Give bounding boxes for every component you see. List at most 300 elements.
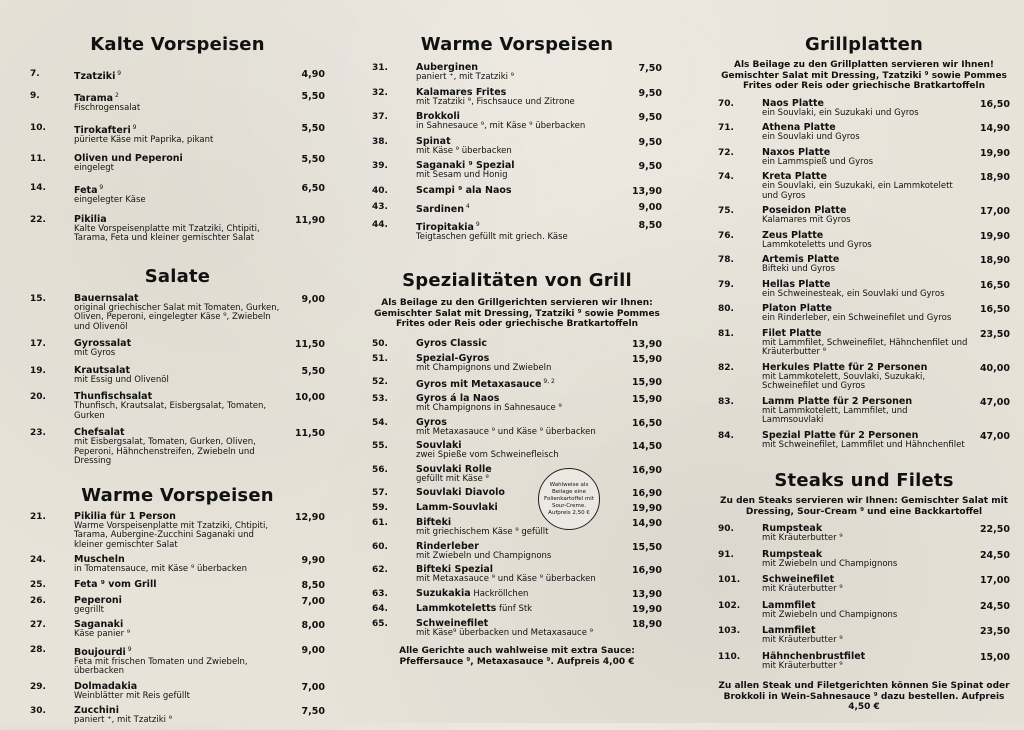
menu-list-steaks bbox=[718, 523, 1010, 671]
item-description: mit Käse ⁹ überbacken bbox=[416, 145, 512, 156]
menu-item bbox=[718, 396, 1010, 426]
menu-item bbox=[718, 230, 1010, 251]
item-number: 53. bbox=[372, 394, 388, 405]
item-number: 60. bbox=[372, 541, 388, 552]
item-name-text: Schweinefilet bbox=[762, 574, 835, 585]
menu-item bbox=[30, 579, 325, 591]
item-body bbox=[416, 185, 622, 196]
item-number: 50. bbox=[372, 338, 388, 349]
menu-item bbox=[30, 365, 325, 386]
item-price: 22,50 bbox=[979, 524, 1010, 535]
item-description: original griechischer Salat mit Tomaten, Gurken, Oliven, Peperoni, eingelegter Käse ⁹, Zwiebeln und Olivenöl bbox=[74, 302, 280, 332]
item-description: Kalamares mit Gyros bbox=[762, 215, 851, 225]
item-description: pürierte Käse mit Paprika, pikant bbox=[74, 134, 214, 145]
item-body bbox=[762, 574, 970, 595]
item-number: 17. bbox=[30, 339, 46, 350]
item-name bbox=[762, 147, 970, 158]
menu-item bbox=[718, 254, 1010, 275]
item-name-text: Kalamares Frites bbox=[416, 86, 507, 98]
item-price: 15,90 bbox=[631, 353, 662, 365]
item-number: 37. bbox=[372, 112, 388, 122]
item-name bbox=[74, 644, 285, 658]
item-name bbox=[416, 588, 622, 600]
item-allergen-note: 9 bbox=[130, 123, 137, 131]
item-price: 7,00 bbox=[301, 681, 325, 693]
item-description: ein Rinderleber, ein Schweinefilet und Gyros bbox=[762, 313, 952, 323]
item-body bbox=[74, 122, 285, 146]
item-body bbox=[416, 541, 622, 562]
item-description: ein Souvlaki, ein Suzukaki und Gyros bbox=[762, 107, 919, 118]
item-price: 8,00 bbox=[301, 620, 325, 632]
item-body bbox=[416, 136, 622, 157]
menu-item bbox=[718, 574, 1010, 595]
item-name bbox=[762, 600, 970, 611]
item-name-text: Feta ⁹ vom Grill bbox=[74, 578, 157, 590]
item-name bbox=[762, 328, 970, 339]
item-number: 91. bbox=[718, 549, 734, 560]
item-number: 56. bbox=[372, 464, 388, 475]
item-number: 55. bbox=[372, 441, 388, 452]
item-body bbox=[74, 338, 285, 359]
item-description: in Sahnesauce ⁹, mit Käse ⁹ überbacken bbox=[416, 121, 586, 131]
item-description: ein Souvlaki, ein Suzukaki, ein Lammkotelett und Gyros bbox=[762, 181, 953, 201]
item-name bbox=[416, 338, 622, 349]
section-title-warme-vorspeisen: Warme Vorspeisen bbox=[81, 484, 274, 506]
item-number: 19. bbox=[30, 365, 46, 376]
section-title-steaks-filets: Steaks und Filets bbox=[774, 470, 954, 491]
item-number: 82. bbox=[718, 362, 734, 373]
item-body bbox=[762, 98, 970, 119]
item-price: 9,00 bbox=[638, 201, 662, 213]
item-price: 7,00 bbox=[301, 595, 325, 607]
item-price: 19,90 bbox=[979, 230, 1010, 242]
item-price: 15,90 bbox=[631, 377, 662, 389]
item-description: Käse panier ⁹ bbox=[74, 629, 131, 640]
item-name-text: Dolmadakia bbox=[74, 680, 138, 692]
menu-item bbox=[718, 147, 1010, 168]
item-number: 76. bbox=[718, 230, 734, 241]
item-name-text: Athena Platte bbox=[762, 122, 836, 133]
item-number: 7. bbox=[30, 69, 40, 79]
menu-item bbox=[372, 111, 662, 132]
item-name bbox=[762, 396, 970, 407]
item-name-text: Scampi ⁹ ala Naos bbox=[416, 184, 512, 196]
item-description: mit Essig und Olivenöl bbox=[74, 374, 169, 385]
item-number: 83. bbox=[718, 396, 734, 407]
item-name-text: Tiropitakia bbox=[416, 221, 474, 233]
menu-item bbox=[372, 618, 662, 639]
item-price: 17,00 bbox=[979, 575, 1010, 586]
menu-item bbox=[372, 417, 662, 438]
folienkartoffel-badge bbox=[538, 468, 600, 530]
item-number: 103. bbox=[718, 626, 741, 636]
item-price: 9,50 bbox=[638, 161, 662, 172]
item-description: gegrillt bbox=[74, 604, 104, 615]
item-body bbox=[416, 618, 622, 639]
item-number: 61. bbox=[372, 518, 388, 529]
item-price: 47,00 bbox=[979, 430, 1010, 442]
menu-item bbox=[372, 185, 662, 197]
menu-item bbox=[718, 279, 1010, 300]
item-name-text: Schweinefilet bbox=[416, 617, 489, 629]
item-description: mit Kräuterbutter ⁹ bbox=[762, 584, 843, 594]
item-name bbox=[762, 230, 970, 241]
item-allergen-note: 9, 2 bbox=[541, 378, 555, 386]
item-price: 5,50 bbox=[301, 365, 325, 377]
menu-list-warme-vorspeisen-2 bbox=[372, 62, 662, 242]
item-number: 70. bbox=[718, 98, 734, 109]
item-price: 9,00 bbox=[301, 644, 325, 656]
item-description: mit Zwiebeln und Champignons bbox=[762, 558, 898, 569]
item-body bbox=[416, 588, 622, 600]
menu-item bbox=[718, 523, 1010, 544]
section-title-warme-vorspeisen-2: Warme Vorspeisen bbox=[420, 34, 614, 55]
item-number: 39. bbox=[372, 161, 388, 171]
item-number: 102. bbox=[718, 600, 741, 611]
item-name-text: Lamm Platte für 2 Personen bbox=[762, 395, 913, 407]
item-number: 31. bbox=[372, 63, 388, 73]
item-body bbox=[416, 62, 622, 83]
item-price: 15,00 bbox=[979, 651, 1010, 663]
item-description: paniert ⁺, mit Tzatziki ⁹ bbox=[416, 72, 515, 82]
menu-item bbox=[718, 205, 1010, 226]
item-description: ein Souvlaki und Gyros bbox=[762, 132, 860, 142]
column-1 bbox=[30, 0, 325, 730]
section-title-kalte-vorspeisen: Kalte Vorspeisen bbox=[90, 34, 265, 55]
menu-item bbox=[372, 353, 662, 374]
menu-item bbox=[718, 625, 1010, 646]
item-name-text: Rumpsteak bbox=[762, 548, 823, 560]
item-number: 25. bbox=[30, 579, 46, 590]
item-body bbox=[416, 353, 622, 374]
item-body bbox=[416, 417, 622, 438]
section-title-spezialitaeten-grill: Spezialitäten von Grill bbox=[402, 270, 632, 292]
item-name-text: Spinat bbox=[416, 135, 451, 147]
item-price: 19,90 bbox=[979, 147, 1010, 159]
item-number: 43. bbox=[372, 201, 388, 212]
item-body bbox=[416, 376, 622, 390]
grill-footer-note: Alle Gerichte auch wahlweise mit extra Sauce: Pfeffersauce ⁹, Metaxasauce ⁹. Aufpreis 4,00 € bbox=[399, 646, 635, 667]
menu-item bbox=[372, 603, 662, 615]
item-price: 9,50 bbox=[638, 136, 662, 148]
menu-list-warme-vorspeisen bbox=[30, 511, 325, 726]
item-name-text: Lamm-Souvlaki bbox=[416, 502, 498, 514]
menu-item bbox=[30, 338, 325, 359]
item-name-text: Saganaki bbox=[74, 619, 124, 631]
item-price: 14,90 bbox=[979, 123, 1010, 134]
item-name bbox=[416, 201, 622, 215]
item-name-text: Rinderleber bbox=[416, 540, 479, 552]
item-description: mit Schweinefilet, Lammfilet und Hähnchenfilet bbox=[762, 439, 965, 450]
item-name-text: Auberginen bbox=[416, 62, 479, 73]
item-number: 38. bbox=[372, 136, 388, 147]
item-number: 23. bbox=[30, 428, 46, 439]
item-price: 13,90 bbox=[631, 338, 662, 350]
item-price: 11,90 bbox=[294, 214, 325, 226]
item-allergen-note: 9 bbox=[115, 70, 122, 77]
item-name bbox=[416, 376, 622, 390]
item-price: 18,90 bbox=[979, 255, 1010, 266]
item-description: mit Lammfilet, Schweinefilet, Hähnchenfilet und Kräuterbutter ⁹ bbox=[762, 337, 968, 357]
menu-item bbox=[372, 588, 662, 600]
item-price: 8,50 bbox=[301, 579, 325, 591]
item-price: 16,50 bbox=[979, 279, 1010, 291]
item-number: 74. bbox=[718, 172, 734, 182]
menu-item bbox=[372, 87, 662, 108]
item-name-text: Pikilia bbox=[74, 213, 107, 225]
item-body bbox=[762, 523, 970, 544]
item-description: mit Kräuterbutter ⁹ bbox=[762, 660, 843, 671]
item-description: ein Lammspieß und Gyros bbox=[762, 156, 874, 167]
item-description: mit Zwiebeln und Champignons bbox=[416, 550, 552, 561]
item-name-text: Feta bbox=[74, 185, 98, 197]
item-name-text: Spezial Platte für 2 Personen bbox=[762, 429, 919, 441]
item-number: 54. bbox=[372, 417, 388, 428]
item-name bbox=[762, 430, 970, 441]
item-description: mit Gyros bbox=[74, 348, 116, 359]
item-description: Hackröllchen bbox=[470, 588, 529, 599]
menu-item bbox=[372, 136, 662, 157]
item-name bbox=[74, 214, 285, 225]
menu-list-grill bbox=[372, 338, 662, 639]
item-body bbox=[762, 279, 970, 300]
item-price: 14,50 bbox=[631, 441, 662, 453]
item-name-text: Thunfischsalat bbox=[74, 391, 153, 403]
item-price: 8,50 bbox=[638, 219, 662, 231]
item-description: mit Champignons und Zwiebeln bbox=[416, 362, 552, 373]
menu-item bbox=[30, 511, 325, 551]
menu-item bbox=[372, 440, 662, 461]
item-number: 24. bbox=[30, 555, 46, 566]
menu-item bbox=[372, 487, 662, 499]
item-number: 14. bbox=[30, 182, 46, 193]
item-price: 24,50 bbox=[979, 600, 1010, 612]
menu-item bbox=[30, 122, 325, 146]
item-name-text: Peperoni bbox=[74, 594, 122, 606]
item-body bbox=[74, 579, 285, 590]
item-description: mit Tzatziki ⁹, Fischsauce und Zitrone bbox=[416, 96, 575, 107]
item-description: eingelegter Käse bbox=[74, 195, 146, 206]
item-number: 80. bbox=[718, 304, 734, 314]
item-name-text: Zeus Platte bbox=[762, 229, 824, 241]
menu-item bbox=[372, 517, 662, 538]
item-description: eingelegt bbox=[74, 163, 114, 174]
item-description: mit Zwiebeln und Champignons bbox=[762, 609, 898, 620]
item-name-text: Sardinen bbox=[416, 203, 464, 215]
item-number: 72. bbox=[718, 147, 734, 158]
item-price: 16,50 bbox=[979, 304, 1010, 315]
item-name-text: Gyrossalat bbox=[74, 338, 132, 350]
item-description: Thunfisch, Krautsalat, Eisbergsalat, Tomaten, Gurken bbox=[74, 401, 267, 421]
item-name-text: Tarama bbox=[74, 93, 114, 105]
item-number: 9. bbox=[30, 91, 40, 102]
item-name-text: Gyros Classic bbox=[416, 337, 487, 349]
item-body bbox=[416, 111, 622, 132]
column-2 bbox=[372, 0, 662, 667]
item-price: 15,50 bbox=[631, 541, 662, 553]
steaks-intro-text: Zu den Steaks servieren wir Ihnen: Gemischter Salat mit Dressing, Sour-Cream ⁹ und eine Backkartoffel bbox=[720, 496, 1008, 517]
item-number: 21. bbox=[30, 511, 46, 522]
item-price: 18,90 bbox=[631, 618, 662, 630]
item-number: 59. bbox=[372, 503, 388, 514]
item-body bbox=[762, 396, 970, 426]
item-name bbox=[74, 511, 285, 522]
menu-item bbox=[718, 600, 1010, 621]
menu-item bbox=[30, 68, 325, 82]
item-body bbox=[762, 651, 970, 672]
item-price: 16,90 bbox=[631, 488, 662, 500]
menu-item bbox=[372, 564, 662, 585]
item-price: 5,50 bbox=[301, 154, 325, 166]
item-name-text: Hellas Platte bbox=[762, 278, 831, 290]
item-name-text: Hähnchenbrustfilet bbox=[762, 650, 866, 662]
item-number: 81. bbox=[718, 328, 734, 339]
item-price: 18,90 bbox=[979, 172, 1010, 183]
item-number: 44. bbox=[372, 219, 388, 230]
item-body bbox=[762, 625, 970, 646]
item-name bbox=[762, 98, 970, 109]
item-body bbox=[762, 362, 970, 392]
menu-item bbox=[30, 90, 325, 114]
menu-item bbox=[30, 153, 325, 174]
item-name-text: Poseidon Platte bbox=[762, 205, 847, 216]
item-allergen-note: 9 bbox=[125, 645, 132, 653]
menu-list-grillplatten bbox=[718, 98, 1010, 451]
item-body bbox=[762, 549, 970, 570]
item-body bbox=[762, 328, 970, 358]
item-price: 23,50 bbox=[979, 626, 1010, 637]
menu-item bbox=[718, 122, 1010, 143]
item-description: zwei Spieße vom Schweinefleisch bbox=[416, 450, 559, 461]
item-name-text: Saganaki ⁹ Spezial bbox=[416, 160, 515, 171]
item-price: 13,90 bbox=[631, 588, 662, 600]
menu-item bbox=[372, 376, 662, 390]
item-name-text: Spezial-Gyros bbox=[416, 352, 490, 364]
item-number: 11. bbox=[30, 154, 46, 165]
item-name bbox=[762, 362, 970, 373]
item-name bbox=[762, 549, 970, 560]
item-name bbox=[74, 90, 285, 104]
item-price: 19,90 bbox=[631, 603, 662, 615]
item-name-text: Bauernsalat bbox=[74, 292, 139, 304]
item-number: 51. bbox=[372, 353, 388, 364]
item-name-text: Souvlaki Diavolo bbox=[416, 487, 505, 499]
item-number: 27. bbox=[30, 620, 46, 631]
item-body bbox=[762, 230, 970, 251]
item-name-text: Muscheln bbox=[74, 554, 125, 566]
item-number: 65. bbox=[372, 618, 388, 629]
item-name-text: Brokkoli bbox=[416, 111, 460, 122]
item-number: 30. bbox=[30, 706, 46, 717]
item-price: 11,50 bbox=[294, 339, 325, 351]
item-number: 78. bbox=[718, 255, 734, 265]
item-body bbox=[74, 391, 285, 421]
menu-item bbox=[30, 681, 325, 702]
item-body bbox=[762, 122, 970, 143]
item-name bbox=[762, 651, 970, 662]
item-description: Kalte Vorspeisenplatte mit Tzatziki, Chtipiti, Tarama, Feta und kleiner gemischter Salat bbox=[74, 223, 260, 244]
item-description: mit Käse⁹ überbacken und Metaxasauce ⁹ bbox=[416, 627, 594, 638]
item-price: 5,50 bbox=[301, 122, 325, 134]
menu-item bbox=[718, 328, 1010, 358]
item-price: 23,50 bbox=[979, 328, 1010, 340]
item-name-text: Krautsalat bbox=[74, 364, 131, 376]
item-body bbox=[416, 564, 622, 585]
item-allergen-note: 9 bbox=[473, 220, 480, 228]
item-name-text: Lammfilet bbox=[762, 599, 816, 611]
menu-item bbox=[372, 338, 662, 350]
menu-item bbox=[30, 595, 325, 616]
item-body bbox=[762, 205, 970, 226]
item-number: 40. bbox=[372, 185, 388, 196]
item-number: 75. bbox=[718, 206, 734, 216]
item-body bbox=[762, 600, 970, 621]
item-name-text: Naxos Platte bbox=[762, 146, 831, 158]
grillplatten-intro-text: Als Beilage zu den Grillplatten servieren wir Ihnen! Gemischter Salat mit Dressing, Tzatziki ⁹ sowie Pommes Frites oder Reis oder griechische Bratkartoffeln bbox=[721, 60, 1007, 91]
menu-item bbox=[30, 554, 325, 575]
item-body bbox=[416, 219, 622, 243]
item-description: Fischrogensalat bbox=[74, 103, 141, 114]
item-price: 10,00 bbox=[294, 392, 325, 404]
item-body bbox=[416, 160, 622, 181]
item-body bbox=[416, 87, 622, 108]
item-number: 90. bbox=[718, 524, 734, 534]
menu-item bbox=[372, 502, 662, 514]
item-price: 7,50 bbox=[301, 706, 325, 718]
item-number: 57. bbox=[372, 488, 388, 499]
item-body bbox=[416, 393, 622, 414]
menu-item bbox=[30, 619, 325, 640]
item-name-text: Lammfilet bbox=[762, 625, 816, 636]
item-body bbox=[416, 440, 622, 461]
item-description: mit Kräuterbutter ⁹ bbox=[762, 635, 843, 645]
menu-item bbox=[372, 160, 662, 181]
menu-item bbox=[372, 201, 662, 215]
item-price: 11,50 bbox=[294, 428, 325, 440]
item-price: 6,50 bbox=[301, 182, 325, 194]
item-name-text: Filet Platte bbox=[762, 327, 822, 339]
menu-item bbox=[718, 303, 1010, 324]
item-price: 14,90 bbox=[631, 518, 662, 530]
item-number: 29. bbox=[30, 681, 46, 692]
item-price: 9,90 bbox=[301, 555, 325, 567]
menu-item bbox=[30, 644, 325, 677]
item-description: in Tomatensauce, mit Käse ⁹ überbacken bbox=[74, 564, 247, 575]
menu-item bbox=[30, 214, 325, 244]
item-body bbox=[74, 554, 285, 575]
item-number: 32. bbox=[372, 87, 388, 98]
item-price: 13,90 bbox=[631, 185, 662, 197]
item-number: 84. bbox=[718, 430, 734, 441]
item-description: Teigtaschen gefüllt mit griech. Käse bbox=[416, 231, 568, 242]
item-name-text: Oliven und Peperoni bbox=[74, 153, 183, 165]
item-name-text: Rumpsteak bbox=[762, 523, 823, 534]
item-number: 10. bbox=[30, 122, 46, 133]
item-body bbox=[762, 254, 970, 275]
item-body bbox=[74, 681, 285, 702]
item-body bbox=[74, 293, 285, 333]
item-name-text: Platon Platte bbox=[762, 303, 832, 314]
item-price: 5,50 bbox=[301, 91, 325, 103]
item-body bbox=[416, 201, 622, 215]
item-name-text: Bifteki Spezial bbox=[416, 564, 494, 576]
item-number: 101. bbox=[718, 575, 741, 585]
item-body bbox=[416, 603, 622, 615]
item-name-text: Souvlaki bbox=[416, 440, 462, 452]
item-body bbox=[74, 644, 285, 677]
section-title-grillplatten: Grillplatten bbox=[805, 34, 923, 55]
item-name bbox=[416, 219, 622, 233]
